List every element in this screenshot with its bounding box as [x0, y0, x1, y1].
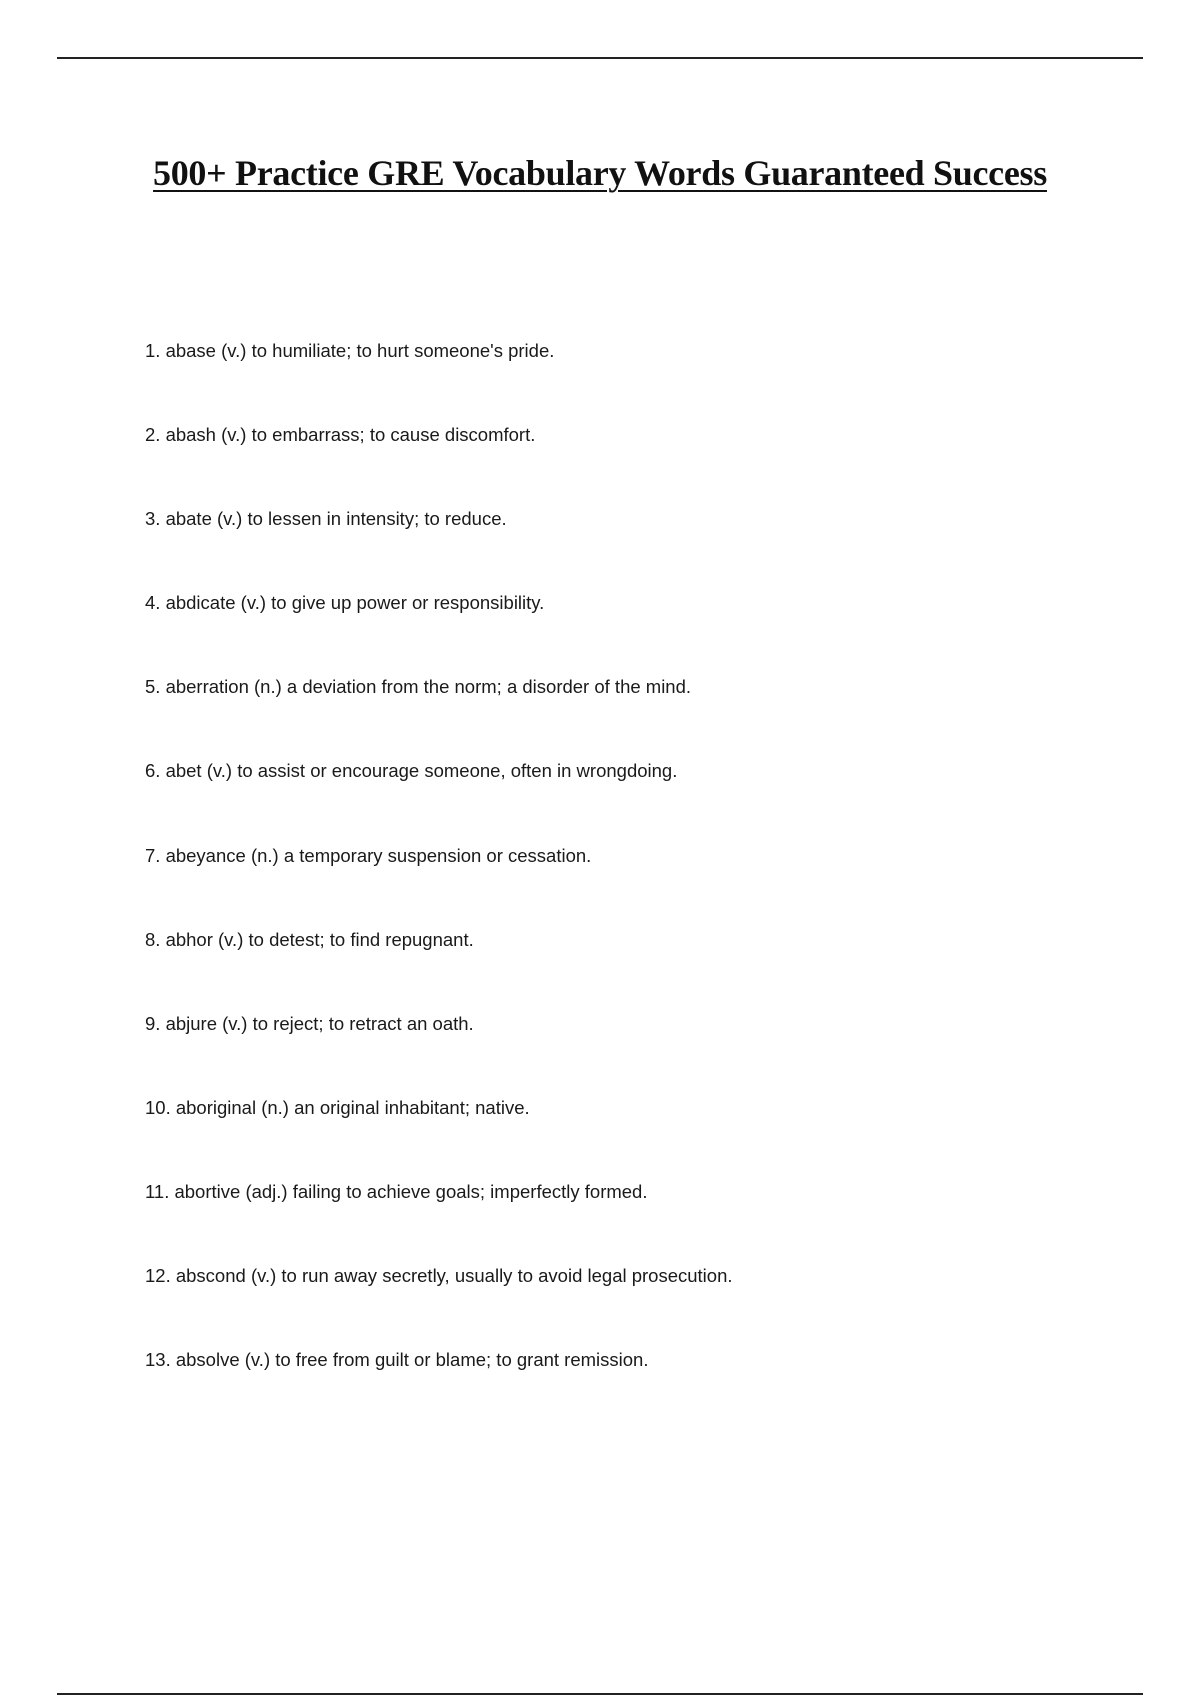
- vocabulary-entry: [145, 420, 1145, 504]
- entry-text: 5. aberration (n.) a deviation from the norm; a disorder of the mind.: [145, 676, 692, 698]
- vocabulary-entry: [145, 1345, 1145, 1429]
- entry-text: 11. abortive (adj.) failing to achieve goals; imperfectly formed.: [145, 1180, 648, 1202]
- vocabulary-entry: [145, 925, 1145, 1009]
- document-title: 500+ Practice GRE Vocabulary Words Guaranteed Success: [153, 153, 1047, 193]
- entry-text: 10. aboriginal (n.) an original inhabitant; native.: [145, 1096, 530, 1118]
- vocabulary-entry: [145, 336, 1145, 420]
- top-rule: [57, 57, 1143, 59]
- entry-text: 13. absolve (v.) to free from guilt or blame; to grant remission.: [145, 1349, 649, 1371]
- entry-text: 8. abhor (v.) to detest; to find repugnant.: [145, 928, 474, 950]
- vocabulary-entry: [145, 1261, 1145, 1345]
- entry-text: 6. abet (v.) to assist or encourage someone, often in wrongdoing.: [145, 760, 678, 782]
- vocabulary-entry: [145, 841, 1145, 925]
- vocabulary-list: [145, 336, 1145, 1429]
- vocabulary-entry: [145, 672, 1145, 756]
- bottom-rule: [57, 1693, 1143, 1695]
- entry-text: 12. abscond (v.) to run away secretly, usually to avoid legal prosecution.: [145, 1265, 733, 1287]
- entry-text: 9. abjure (v.) to reject; to retract an oath.: [145, 1012, 474, 1034]
- entry-text: 1. abase (v.) to humiliate; to hurt someone's pride.: [145, 340, 555, 361]
- entry-text: 2. abash (v.) to embarrass; to cause discomfort.: [145, 424, 536, 446]
- vocabulary-entry: [145, 504, 1145, 588]
- entry-text: 3. abate (v.) to lessen in intensity; to reduce.: [145, 508, 507, 530]
- vocabulary-entry: [145, 588, 1145, 672]
- vocabulary-entry: [145, 1177, 1145, 1261]
- entry-text: 7. abeyance (n.) a temporary suspension or cessation.: [145, 844, 592, 866]
- vocabulary-entry: [145, 1009, 1145, 1093]
- vocabulary-entry: [145, 1093, 1145, 1177]
- vocabulary-entry: [145, 756, 1145, 840]
- entry-text: 4. abdicate (v.) to give up power or responsibility.: [145, 592, 545, 614]
